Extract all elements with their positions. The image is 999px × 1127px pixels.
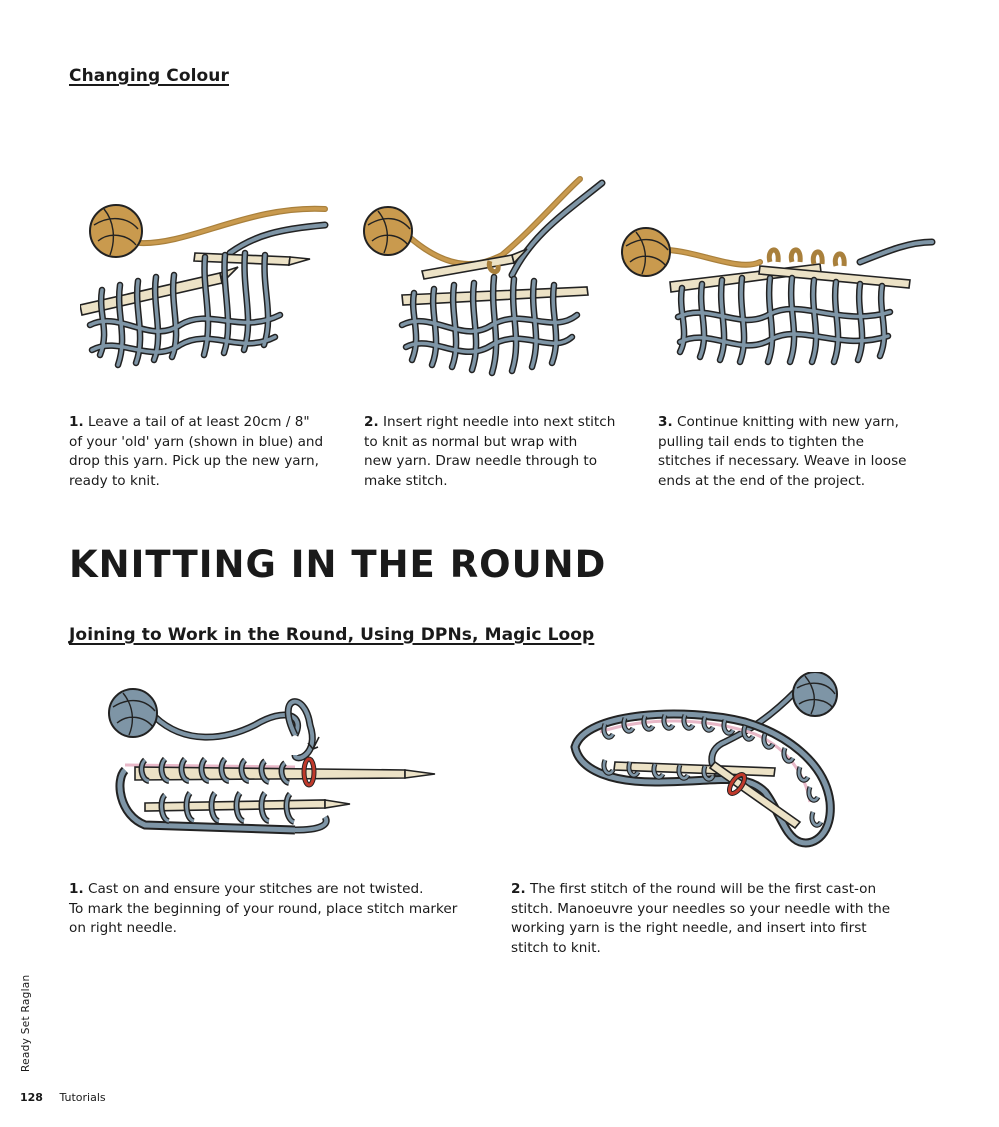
chapter-title: KNITTING IN THE ROUND xyxy=(69,543,607,586)
illustration-changing-colour-step-1 xyxy=(80,195,340,385)
illustration-join-round-step-1 xyxy=(105,685,440,860)
section-name: Tutorials xyxy=(59,1091,106,1104)
joining-step-1-text: 1. Cast on and ensure your stitches are not twisted. To mark the beginning of your round, place stitch marker on right needle. xyxy=(69,881,458,937)
page-number: 128 xyxy=(20,1091,43,1104)
changing-colour-step-1-text: 1. Leave a tail of at least 20cm / 8" of your 'old' yarn (shown in blue) and drop this yarn. Pick up the new yarn, ready to knit. xyxy=(69,414,324,489)
illustration-changing-colour-step-3 xyxy=(620,222,940,382)
running-head-book-title: Ready Set Raglan xyxy=(20,974,32,1072)
section-heading-joining-in-the-round: Joining to Work in the Round, Using DPNs, Magic Loop xyxy=(69,625,595,645)
joining-step-2-text: 2. The first stitch of the round will be the first cast-on stitch. Manoeuvre your needles so your needle with the working yarn is the right needle, and insert into first stitch to knit. xyxy=(511,881,891,956)
changing-colour-step-2-text: 2. Insert right needle into next stitch to knit as normal but wrap with new yarn. Draw needle through to make stitch. xyxy=(364,414,616,489)
page-folio xyxy=(20,1091,106,1104)
changing-colour-step-3-text: 3. Continue knitting with new yarn, pulling tail ends to tighten the stitches if necessary. Weave in loose ends at the end of the project. xyxy=(658,414,907,489)
illustration-join-round-step-2 xyxy=(565,672,845,862)
illustration-changing-colour-step-2 xyxy=(362,175,622,385)
section-heading-changing-colour: Changing Colour xyxy=(69,66,229,86)
